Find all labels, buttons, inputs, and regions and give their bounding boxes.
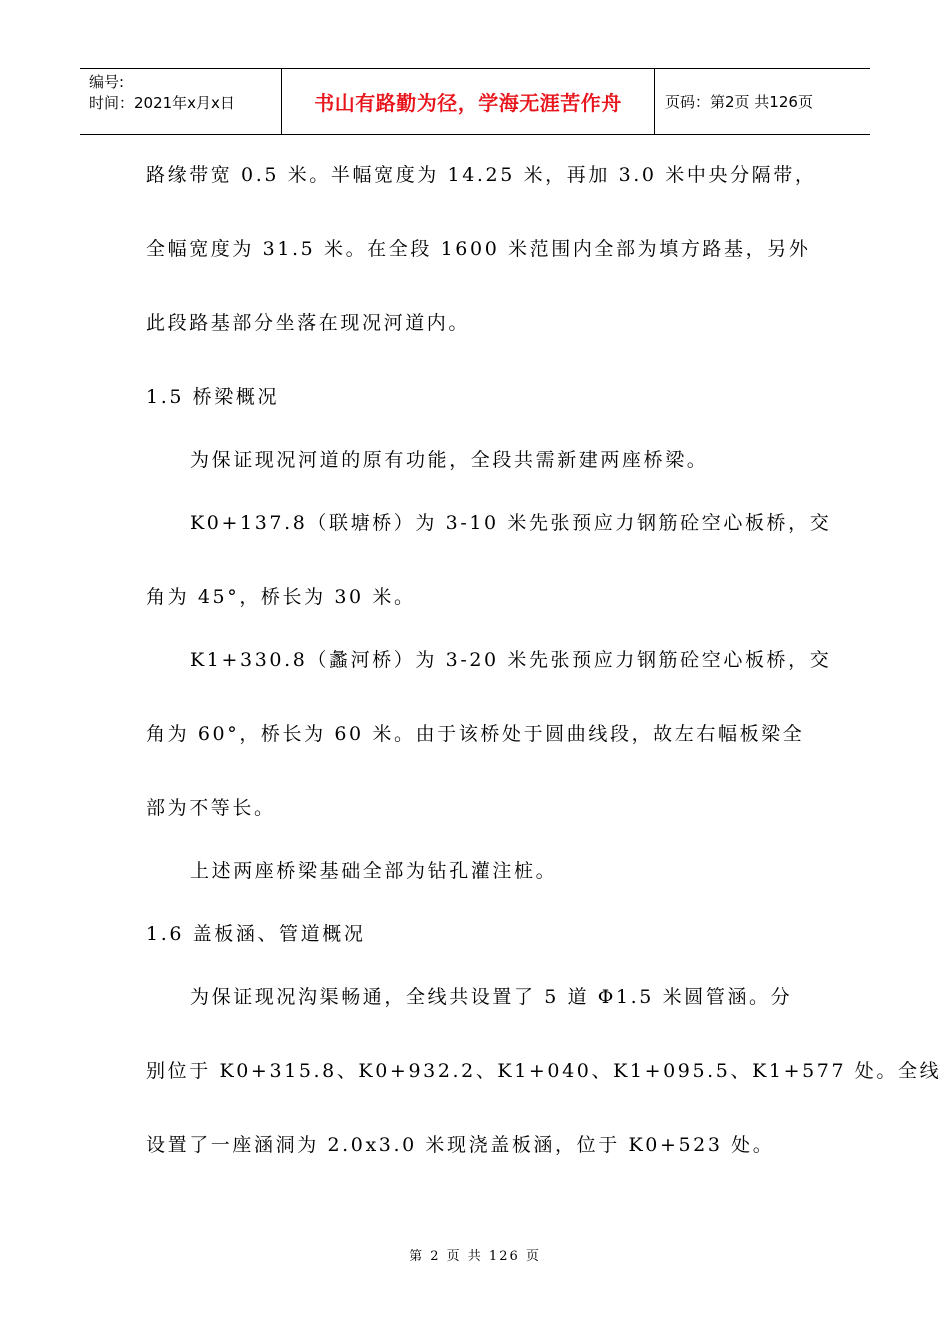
document-header (80, 68, 870, 135)
body-line-6: K0+137.8（联塘桥）为 3-10 米先张预应力钢筋砼空心板桥，交 (190, 512, 832, 534)
body-line-5: 为保证现况河道的原有功能，全段共需新建两座桥梁。 (190, 449, 709, 471)
body-line-3: 此段路基部分坐落在现况河道内。 (146, 312, 471, 334)
header-motto-cell (282, 69, 655, 134)
body-line-11: 上述两座桥梁基础全部为钻孔灌注桩。 (190, 860, 558, 882)
header-meta-cell (80, 69, 282, 134)
date-label: 时间：2021年x月x日 (89, 94, 235, 112)
body-line-13: 为保证现况沟渠畅通，全线共设置了 5 道 Φ1.5 米圆管涵。分 (190, 986, 793, 1008)
body-line-1: 路缘带宽 0.5 米。半幅宽度为 14.25 米，再加 3.0 米中央分隔带， (146, 164, 817, 186)
motto-text: 书山有路勤为径，学海无涯苦作舟 (314, 91, 622, 115)
body-line-9: 角为 60°，桥长为 60 米。由于该桥处于圆曲线段，故左右幅板梁全 (146, 723, 805, 745)
body-line-10: 部为不等长。 (146, 797, 276, 819)
section-heading-1-6: 1.6 盖板涵、管道概况 (146, 923, 366, 945)
section-heading-1-5: 1.5 桥梁概况 (146, 386, 280, 408)
page-footer: 第 2 页 共 126 页 (409, 1249, 541, 1264)
body-line-14: 别位于 K0+315.8、K0+932.2、K1+040、K1+095.5、K1+577 处。全线 (146, 1060, 942, 1082)
page-info: 页码：第2页 共126页 (665, 93, 813, 111)
body-line-7: 角为 45°，桥长为 30 米。 (146, 586, 416, 608)
body-line-8: K1+330.8（蠡河桥）为 3-20 米先张预应力钢筋砼空心板桥，交 (190, 649, 832, 671)
body-line-2: 全幅宽度为 31.5 米。在全段 1600 米范围内全部为填方路基，另外 (146, 238, 811, 260)
header-page-cell (655, 69, 870, 134)
number-label: 编号: (89, 73, 125, 91)
body-line-15: 设置了一座涵洞为 2.0x3.0 米现浇盖板涵，位于 K0+523 处。 (146, 1134, 775, 1156)
